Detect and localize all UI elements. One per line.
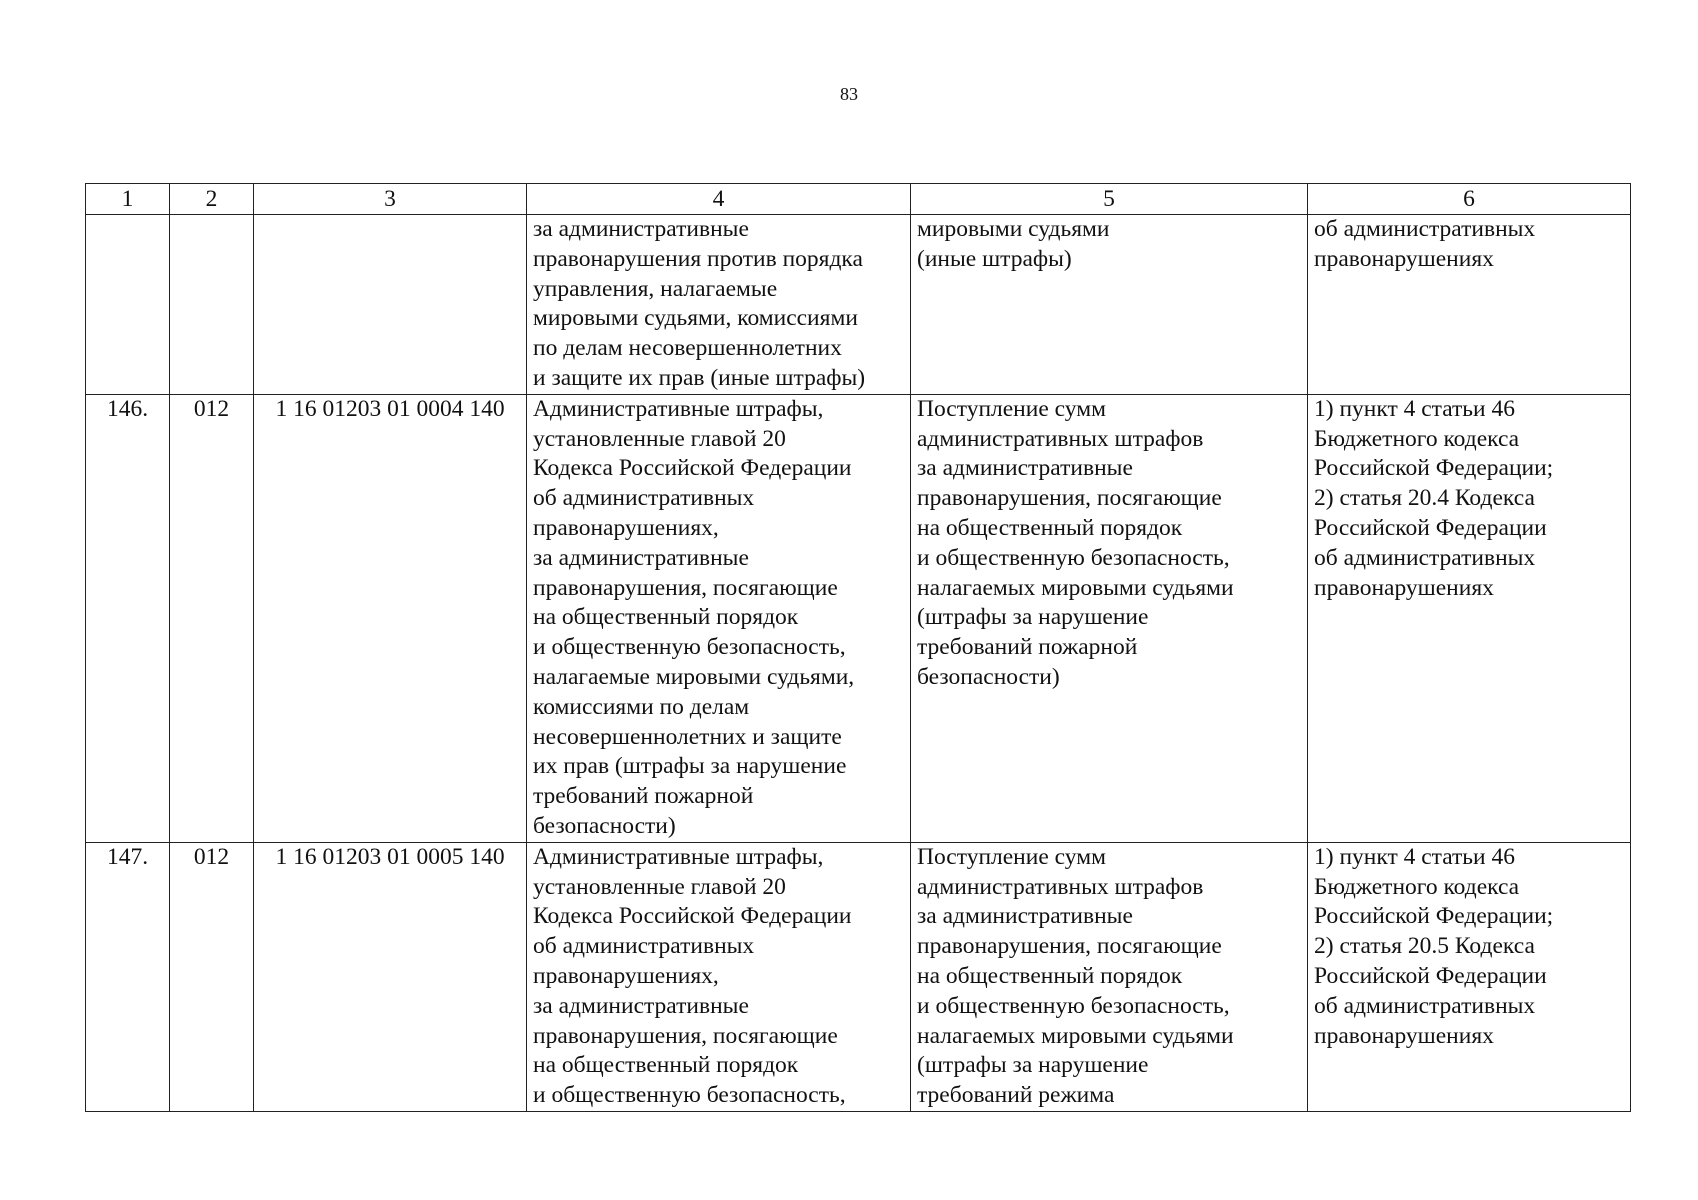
column-header-5: 5	[911, 184, 1308, 215]
budget-code-cell	[254, 215, 527, 395]
legal-basis-cell: об административных правонарушениях	[1308, 215, 1631, 395]
income-name-cell: Административные штрафы, установленные главой 20 Кодекса Российской Федерации об административных правонарушениях, за административные правонарушения, посягающие на общественный порядок и общественную безопасность, налагаемые мировыми судьями, комиссиями по делам несовершеннолетних и защите их прав (штрафы за нарушение требований пожарной безопасности)	[527, 394, 911, 842]
table-row	[86, 842, 1631, 1111]
table-row	[86, 215, 1631, 395]
column-header-1: 1	[86, 184, 170, 215]
column-header-4: 4	[527, 184, 911, 215]
table-row	[86, 394, 1631, 842]
column-header-6: 6	[1308, 184, 1631, 215]
income-description-cell: Поступление сумм административных штрафов за административные правонарушения, посягающие на общественный порядок и общественную безопасность, налагаемых мировыми судьями (штрафы за нарушение требований режима	[911, 842, 1308, 1111]
income-description-cell: мировыми судьями (иные штрафы)	[911, 215, 1308, 395]
income-description-cell: Поступление сумм административных штрафов за административные правонарушения, посягающие на общественный порядок и общественную безопасность, налагаемых мировыми судьями (штрафы за нарушение требований пожарной безопасности)	[911, 394, 1308, 842]
income-name-cell: Административные штрафы, установленные главой 20 Кодекса Российской Федерации об административных правонарушениях, за административные правонарушения, посягающие на общественный порядок и общественную безопасность,	[527, 842, 911, 1111]
admin-code-cell: 012	[170, 394, 254, 842]
income-name-cell: за административные правонарушения против порядка управления, налагаемые мировыми судьями, комиссиями по делам несовершеннолетних и защите их прав (иные штрафы)	[527, 215, 911, 395]
row-number-cell: 146.	[86, 394, 170, 842]
budget-codes-table	[85, 183, 1631, 1112]
page-number: 83	[840, 84, 858, 104]
column-header-3: 3	[254, 184, 527, 215]
admin-code-cell	[170, 215, 254, 395]
row-number-cell: 147.	[86, 842, 170, 1111]
budget-code-cell: 1 16 01203 01 0005 140	[254, 842, 527, 1111]
budget-code-cell: 1 16 01203 01 0004 140	[254, 394, 527, 842]
header-row	[86, 184, 1631, 215]
legal-basis-cell: 1) пункт 4 статьи 46 Бюджетного кодекса Российской Федерации; 2) статья 20.4 Кодекса Российской Федерации об административных правонарушениях	[1308, 394, 1631, 842]
row-number-cell	[86, 215, 170, 395]
legal-basis-cell: 1) пункт 4 статьи 46 Бюджетного кодекса Российской Федерации; 2) статья 20.5 Кодекса Российской Федерации об административных правонарушениях	[1308, 842, 1631, 1111]
column-header-2: 2	[170, 184, 254, 215]
admin-code-cell: 012	[170, 842, 254, 1111]
